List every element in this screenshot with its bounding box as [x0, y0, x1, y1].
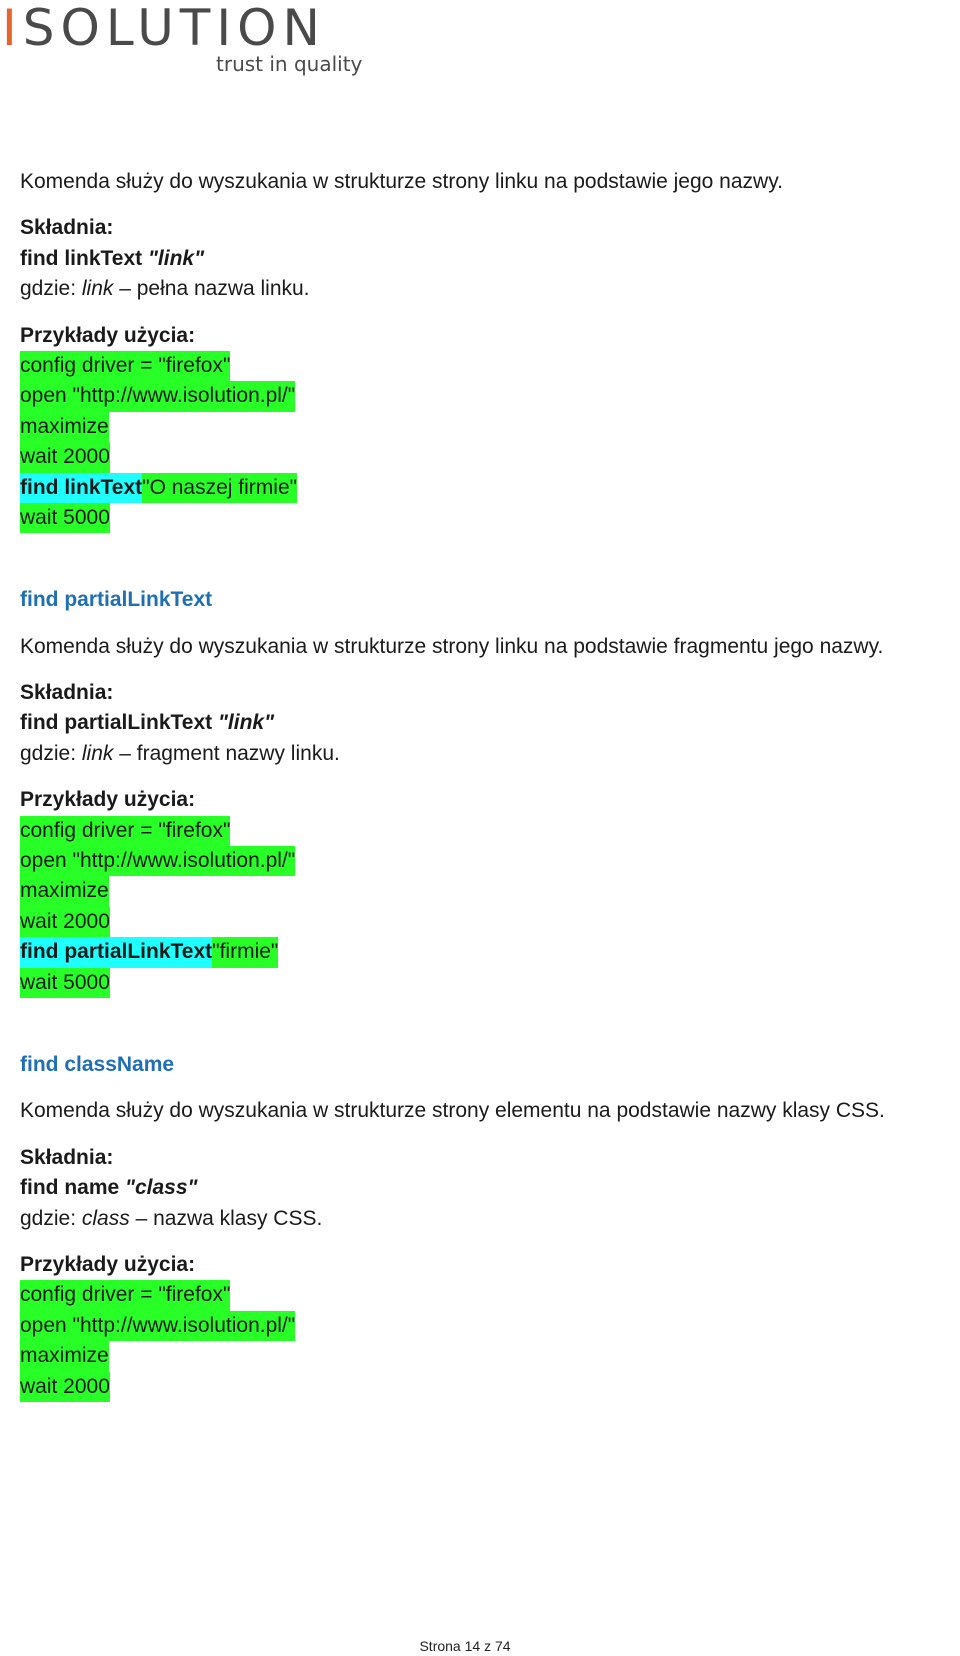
code-line: maximize	[20, 412, 109, 442]
section3-example-line	[20, 1280, 940, 1310]
section3-syntax	[20, 1173, 940, 1203]
section1-example-line	[20, 503, 940, 533]
section1-where-prefix: gdzie:	[20, 277, 82, 301]
code-line: config driver = "firefox"	[20, 351, 230, 381]
section1-where	[20, 274, 940, 304]
section3-where	[20, 1204, 940, 1234]
section1-where-param: link	[81, 277, 114, 301]
code-line: open "http://www.isolution.pl/"	[20, 1311, 295, 1341]
code-argument: "O naszej firmie"	[142, 473, 297, 503]
document-body	[20, 167, 940, 1402]
section1-example-line	[20, 412, 940, 442]
logo-wordmark	[2, 0, 326, 56]
code-keyword: find partialLinkText	[20, 937, 212, 967]
section2-example-line	[20, 907, 940, 937]
code-line: wait 2000	[20, 442, 110, 472]
code-line: wait 5000	[20, 503, 110, 533]
section2-syntax-cmd: find partialLinkText	[20, 711, 218, 735]
section3-syntax-param: "class"	[125, 1176, 198, 1200]
code-line: config driver = "firefox"	[20, 1280, 230, 1310]
section3-where-desc: – nazwa klasy CSS.	[129, 1206, 323, 1230]
section2-syntax-label: Składnia:	[20, 681, 114, 705]
section1-syntax-cmd: find linkText	[20, 246, 148, 270]
section2-where	[20, 739, 940, 769]
section1-where-desc: – pełna nazwa linku.	[113, 277, 310, 301]
section1-example-line	[20, 442, 940, 472]
section2-description: Komenda służy do wyszukania w strukturze strony linku na podstawie fragmentu jego nazwy.	[20, 634, 884, 658]
section2-heading: find partialLinkText	[20, 588, 213, 612]
code-line: wait 2000	[20, 1372, 110, 1402]
section3-example-line	[20, 1372, 940, 1402]
section3-example-line	[20, 1311, 940, 1341]
logo-first-letter: I	[2, 0, 23, 57]
section2-example-line	[20, 816, 940, 846]
section1-syntax-label: Składnia:	[20, 216, 114, 240]
code-line: maximize	[20, 1341, 109, 1371]
section3-syntax-label: Składnia:	[20, 1145, 114, 1169]
code-keyword: find linkText	[20, 473, 142, 503]
section1-example-line	[20, 473, 940, 503]
section3-syntax-cmd: find name	[20, 1176, 126, 1200]
section3-heading: find className	[20, 1052, 175, 1076]
code-line: open "http://www.isolution.pl/"	[20, 381, 295, 411]
code-line: wait 5000	[20, 968, 110, 998]
section2-where-prefix: gdzie:	[20, 741, 82, 765]
section3-examples-label: Przykłady użycia:	[20, 1252, 196, 1276]
section2-syntax	[20, 708, 940, 738]
section2-example-line	[20, 937, 940, 967]
code-line: maximize	[20, 876, 109, 906]
section3-example-line	[20, 1341, 940, 1371]
section2-where-param: link	[81, 741, 114, 765]
section1-description: Komenda służy do wyszukania w strukturze strony linku na podstawie jego nazwy.	[20, 170, 783, 193]
section2-syntax-param: "link"	[217, 711, 275, 735]
logo-tagline: trust in quality	[216, 52, 363, 76]
section1-examples-label: Przykłady użycia:	[20, 323, 196, 347]
section2-example-line	[20, 846, 940, 876]
code-argument: "firmie"	[212, 937, 278, 967]
section1-example-line	[20, 381, 940, 411]
code-line: config driver = "firefox"	[20, 816, 230, 846]
section2-where-desc: – fragment nazwy linku.	[113, 741, 340, 765]
section1-syntax	[20, 244, 940, 274]
section1-syntax-param: "link"	[147, 246, 205, 270]
section2-example-line	[20, 968, 940, 998]
page-number: Strona 14 z 74	[419, 1638, 511, 1654]
logo-word-rest: SOLUTION	[22, 0, 326, 57]
code-line: wait 2000	[20, 907, 110, 937]
section2-example-line	[20, 876, 940, 906]
section2-examples-label: Przykłady użycia:	[20, 788, 196, 812]
section3-description: Komenda służy do wyszukania w strukturze strony elementu na podstawie nazwy klasy CSS.	[20, 1099, 885, 1123]
section3-where-param: class	[81, 1206, 130, 1230]
section1-example-line	[20, 351, 940, 381]
code-line: open "http://www.isolution.pl/"	[20, 846, 295, 876]
section3-where-prefix: gdzie:	[20, 1206, 82, 1230]
company-logo	[0, 0, 370, 80]
